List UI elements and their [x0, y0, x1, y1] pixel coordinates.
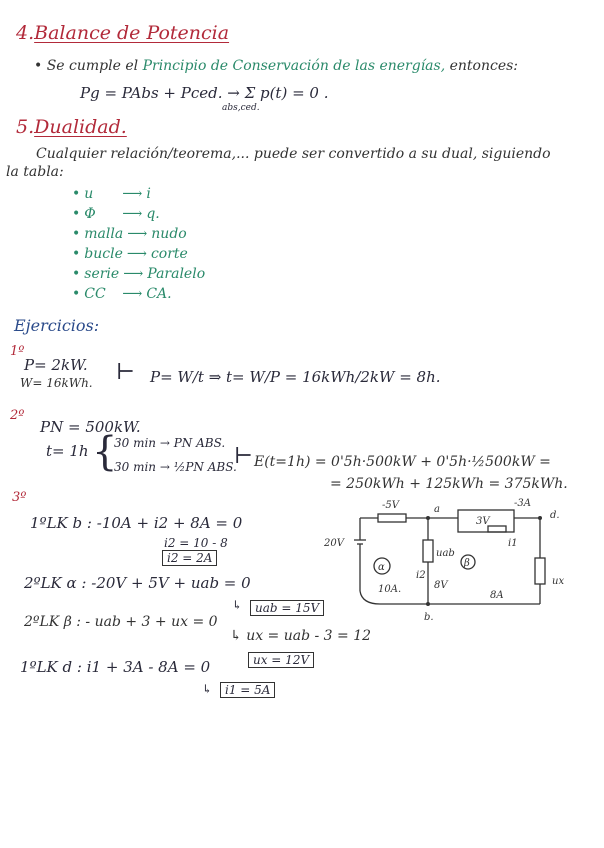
- element-uab: [423, 540, 433, 562]
- label-node-b: b.: [424, 612, 434, 623]
- label-i2: i2: [416, 570, 426, 581]
- text-fragment: Se cumple el: [46, 58, 139, 74]
- kvl-loop-beta: [24, 614, 218, 630]
- result-ux: ux = 12V: [248, 652, 314, 668]
- eq-label: 1ºLK d :: [20, 658, 82, 676]
- label-i1: i1: [508, 538, 518, 549]
- pair-right: Paralelo: [147, 266, 206, 282]
- text-fragment: entonces:: [449, 58, 519, 74]
- resistor-5v: [378, 514, 406, 522]
- heading-number: 4.: [16, 22, 35, 44]
- node-b: [426, 602, 430, 606]
- eq-label: 1ºLK b :: [30, 514, 92, 532]
- pair-left: serie: [84, 266, 120, 282]
- ex2-case-1: 30 min → PN ABS.: [114, 436, 226, 450]
- power-balance-formula: [80, 84, 329, 102]
- bullet-icon: •: [72, 246, 81, 262]
- arrow-icon: ⟶: [122, 206, 143, 222]
- pair-right: corte: [150, 246, 188, 262]
- section-4-line1: • Se cumple el Principio de Conservación de las energías, entonces:: [34, 58, 519, 74]
- aux-ux: ↳ ux = uab - 3 = 12: [230, 628, 372, 644]
- node-d: [538, 516, 542, 520]
- kcl-node-b: [30, 514, 242, 532]
- duality-table: [72, 184, 205, 304]
- pair-right: i: [146, 186, 151, 202]
- arrow-symbol: ↳: [202, 682, 213, 696]
- section-5-heading: [16, 116, 127, 138]
- bullet-icon: •: [72, 186, 81, 202]
- turnstile-symbol: ⊢: [116, 360, 135, 385]
- label-8v: 8V: [434, 580, 448, 591]
- label-minus-3a: -3A: [514, 498, 531, 509]
- exercises-title: Ejercicios:: [14, 316, 100, 335]
- section-4-heading: [16, 22, 229, 44]
- pair-left: u: [84, 186, 94, 202]
- label-ux: ux: [552, 576, 565, 587]
- formula-text: Pg = PAbs + Pced. → Σ p(t) = 0 .: [80, 84, 329, 102]
- result-uab: uab = 15V: [250, 600, 324, 616]
- brace-symbol: {: [92, 429, 118, 475]
- label-uab: uab: [436, 548, 455, 559]
- bullet-icon: •: [72, 206, 81, 222]
- ex2-time: t= 1h: [46, 442, 89, 460]
- eq-text: -10A + i2 + 8A = 0: [96, 514, 243, 532]
- circuit-diagram: [310, 496, 580, 626]
- duality-pair: [72, 204, 205, 224]
- heading-text: Dualidad.: [34, 116, 127, 138]
- turnstile-symbol: ⊢: [234, 444, 253, 469]
- label-20v: 20V: [324, 538, 344, 549]
- aux-i2: i2 = 10 - 8: [164, 536, 228, 550]
- label-node-a: a: [434, 504, 440, 515]
- aux-text: ux = uab - 3 = 12: [246, 628, 372, 644]
- arrow-symbol: ↳: [232, 598, 243, 612]
- bullet-icon: •: [72, 226, 81, 242]
- bullet-icon: •: [72, 266, 81, 282]
- duality-pair: [72, 224, 205, 244]
- duality-text-2: la tabla:: [6, 164, 64, 180]
- kcl-node-d: [20, 658, 210, 676]
- label-5v: -5V: [382, 500, 399, 511]
- exercise-2-number: 2º: [10, 408, 25, 423]
- heading-text: Balance de Potencia: [34, 22, 230, 44]
- label-beta: β: [464, 558, 470, 569]
- eq-text: -20V + 5V + uab = 0: [91, 574, 251, 592]
- label-3v: 3V: [476, 516, 490, 527]
- ex1-given-power: P= 2kW.: [24, 356, 88, 374]
- eq-text: - uab + 3 + ux = 0: [85, 614, 218, 630]
- ex1-solution: P= W/t ⇒ t= W/P = 16kWh/2kW = 8h.: [150, 368, 441, 386]
- kvl-loop-alpha: [24, 574, 251, 592]
- exercise-1-number: 1º: [10, 344, 25, 359]
- eq-text: i1 + 3A - 8A = 0: [86, 658, 211, 676]
- pair-left: CC: [84, 286, 106, 302]
- duality-text-1: Cualquier relación/teorema,... puede ser convertido a su dual, siguiendo: [36, 146, 551, 162]
- eq-label: 2ºLK α :: [24, 574, 87, 592]
- ex2-solution-line1: E(t=1h) = 0'5h·500kW + 0'5h·½500kW =: [254, 454, 551, 470]
- duality-pair: [72, 264, 205, 284]
- pair-left: Φ: [84, 206, 96, 222]
- ex2-solution-line2: = 250kWh + 125kWh = 375kWh.: [330, 476, 568, 492]
- resistor: [488, 526, 506, 532]
- duality-pair: [72, 184, 205, 204]
- result-i1: i1 = 5A: [220, 682, 275, 698]
- pair-right: nudo: [151, 226, 187, 242]
- arrow-icon: ⟶: [123, 266, 144, 282]
- ex1-given-energy: W= 16kWh.: [20, 376, 93, 390]
- sum-subscript: abs,ced.: [222, 103, 260, 113]
- arrow-icon: ⟶: [126, 246, 147, 262]
- label-node-d: d.: [550, 510, 560, 521]
- ex2-case-2: 30 min → ½PN ABS.: [114, 460, 237, 474]
- label-8a: 8A: [490, 590, 504, 601]
- ex2-nominal-power: PN = 500kW.: [40, 418, 141, 436]
- result-i2: i2 = 2A: [162, 550, 217, 566]
- arrow-icon: ⟶: [122, 286, 143, 302]
- arrow-icon: ⟶: [122, 186, 143, 202]
- element-ux: [535, 558, 545, 584]
- exercise-3-number: 3º: [12, 490, 27, 505]
- duality-pair: [72, 244, 205, 264]
- label-10a: 10A.: [378, 584, 402, 595]
- pair-left: bucle: [84, 246, 123, 262]
- duality-pair: [72, 284, 205, 304]
- bullet-icon: •: [72, 286, 81, 302]
- pair-right: q.: [146, 206, 160, 222]
- heading-number: 5.: [16, 116, 35, 138]
- pair-left: malla: [84, 226, 124, 242]
- arrow-icon: ⟶: [127, 226, 148, 242]
- label-alpha: α: [378, 562, 385, 573]
- pair-right: CA.: [146, 286, 172, 302]
- principle-text: Principio de Conservación de las energías,: [142, 58, 446, 74]
- eq-label: 2ºLK β :: [24, 614, 81, 630]
- node-a: [426, 516, 430, 520]
